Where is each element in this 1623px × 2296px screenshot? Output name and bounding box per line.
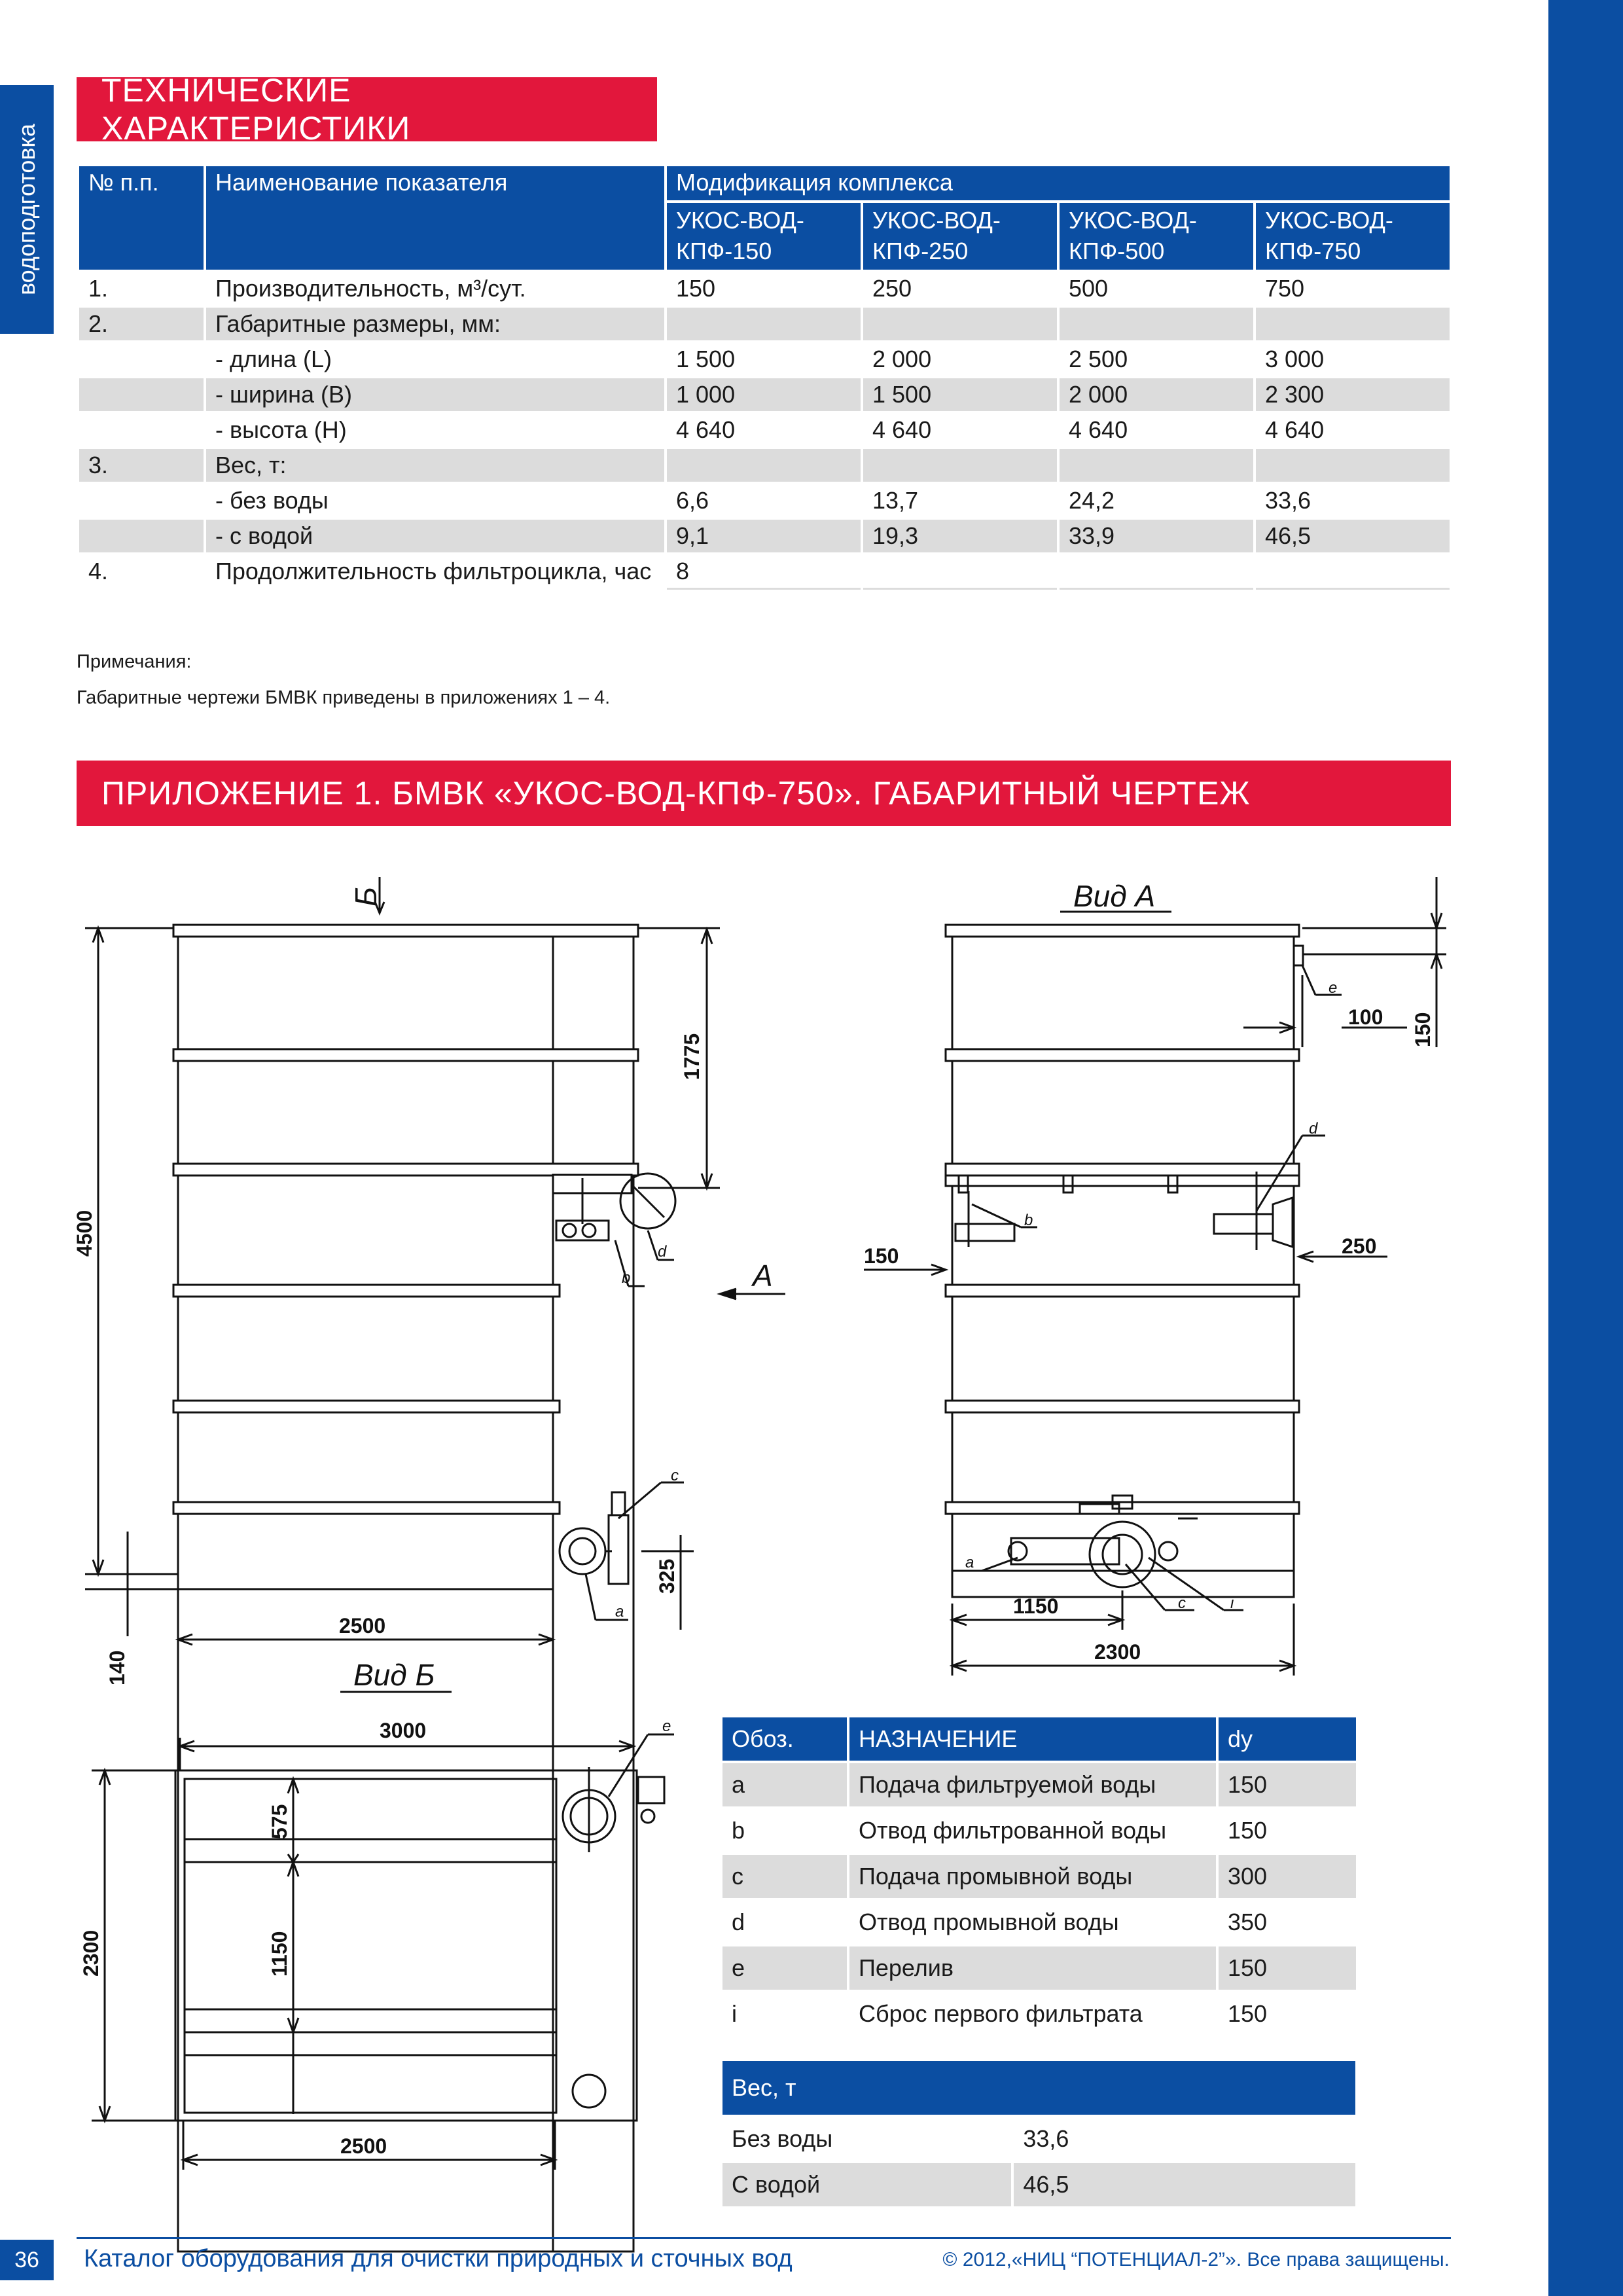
page-number: 36	[0, 2240, 54, 2280]
weight-table	[720, 2058, 1358, 2209]
spec-row-value: 500	[1069, 274, 1109, 302]
legend-row	[722, 1992, 1356, 2036]
legend-dy: 150	[1228, 2000, 1268, 2027]
spec-row-value: 250	[872, 274, 912, 302]
dim-2500-plan: 2500	[340, 2134, 387, 2158]
header-model: УКОС-ВОД-КПФ-750	[1256, 203, 1450, 270]
spec-row-value: 750	[1265, 274, 1305, 302]
weight-row	[722, 2117, 1355, 2161]
label-e-plan: e	[662, 1717, 671, 1735]
legend-row	[722, 1763, 1356, 1806]
weight-value: 46,5	[1014, 2163, 1355, 2206]
footer-copyright: © 2012,«НИЦ “ПОТЕНЦИАЛ-2”». Все права защищены.	[942, 2249, 1450, 2270]
legend-row	[722, 1946, 1356, 1990]
spec-row-name: - длина (L)	[215, 345, 332, 372]
legend-row	[722, 1809, 1356, 1852]
spec-row-name: Габаритные размеры, мм:	[206, 308, 664, 340]
dim-2500: 2500	[339, 1614, 386, 1638]
legend-purpose: Перелив	[849, 1946, 1216, 1990]
spec-row-value: 2 500	[1069, 345, 1128, 372]
label-i: i	[1230, 1594, 1234, 1612]
spec-row-value: 24,2	[1069, 486, 1115, 514]
spec-row-value: 4 640	[872, 416, 932, 443]
spec-row-value: 33,9	[1060, 520, 1253, 552]
legend-dy: 350	[1228, 1909, 1268, 1935]
spec-row-value: 1 500	[676, 345, 736, 372]
footer-catalog-title: Каталог оборудования для очистки природных и сточных вод	[84, 2245, 793, 2272]
dim-1775: 1775	[680, 1033, 704, 1080]
side-view-a	[864, 877, 1446, 1676]
spec-row-value: 4 640	[1069, 416, 1128, 443]
spec-row-name: - высота (H)	[215, 416, 347, 443]
dim-2300-plan: 2300	[79, 1929, 103, 1977]
label-b-view-a: b	[1024, 1211, 1033, 1229]
notes-title: Примечания:	[77, 651, 192, 672]
dim-325: 325	[655, 1558, 679, 1594]
front-view	[85, 877, 785, 2251]
label-d: d	[658, 1243, 667, 1261]
spec-row-name: Производительность, м³/сут.	[215, 274, 526, 302]
spec-row-name: - с водой	[206, 520, 664, 552]
legend-row	[722, 1855, 1356, 1898]
view-b-title: Вид Б	[353, 1658, 435, 1692]
notes-text: Габаритные чертежи БМВК приведены в приложениях 1 – 4.	[77, 687, 611, 708]
header-model: УКОС-ВОД-КПФ-150	[667, 203, 861, 270]
legend-purpose: Отвод промывной воды	[859, 1909, 1119, 1935]
legend-header-dy: dy	[1219, 1717, 1356, 1761]
spec-row-name: Вес, т:	[206, 449, 664, 482]
spec-row-value: 1 500	[863, 378, 1057, 411]
spec-row-value: 2 300	[1256, 378, 1450, 411]
weight-header: Вес, т	[722, 2061, 1355, 2115]
legend-header-purpose: НАЗНАЧЕНИЕ	[849, 1717, 1216, 1761]
spec-row-num: 2.	[79, 308, 204, 340]
spec-row-value: 150	[676, 274, 716, 302]
spec-row-value: 2 000	[872, 345, 932, 372]
dim-575: 575	[268, 1804, 291, 1839]
section-title-drawing: ПРИЛОЖЕНИЕ 1. БМВК «УКОС-ВОД-КПФ-750». ГАБАРИТНЫЙ ЧЕРТЕЖ	[77, 761, 1451, 826]
label-c-view-a: c	[1178, 1594, 1186, 1612]
weight-value: 33,6	[1023, 2125, 1069, 2152]
legend-code: c	[722, 1855, 847, 1898]
legend-code: e	[722, 1946, 847, 1990]
spec-row-value: 6,6	[676, 486, 709, 514]
view-a-title: Вид А	[1073, 879, 1156, 913]
legend-purpose: Подача фильтруемой воды	[849, 1763, 1216, 1806]
legend-dy: 150	[1219, 1763, 1356, 1806]
dim-250: 250	[1342, 1234, 1377, 1258]
spec-row-value: 46,5	[1256, 520, 1450, 552]
legend-row	[722, 1901, 1356, 1944]
label-a-view-a: a	[965, 1554, 974, 1571]
label-e: e	[1329, 979, 1338, 997]
legend-code: d	[732, 1909, 745, 1935]
spec-row-name: - ширина (B)	[206, 378, 664, 411]
legend-purpose: Отвод фильтрованной воды	[859, 1817, 1167, 1844]
spec-row-name: - без воды	[215, 486, 329, 514]
header-modification: Модификация комплекса	[667, 166, 1450, 200]
legend-dy: 150	[1228, 1817, 1268, 1844]
spec-row-name: Продолжительность фильтроцикла, час	[215, 557, 652, 584]
label-c: c	[671, 1467, 679, 1484]
legend-code: i	[732, 2000, 737, 2027]
legend-dy: 150	[1219, 1946, 1356, 1990]
dim-1150: 1150	[1013, 1594, 1059, 1618]
side-tab-label: водоподготовка	[13, 123, 40, 296]
header-model: УКОС-ВОД-КПФ-250	[863, 203, 1057, 270]
dim-1150-plan: 1150	[268, 1931, 291, 1977]
dim-2300: 2300	[1094, 1640, 1141, 1664]
spec-row-value: 8	[667, 555, 861, 590]
spec-row-value: 4 640	[1265, 416, 1325, 443]
spec-row-value: 33,6	[1265, 486, 1311, 514]
section-title-specs: ТЕХНИЧЕСКИЕ ХАРАКТЕРИСТИКИ	[77, 77, 657, 141]
label-d-view-a: d	[1309, 1120, 1318, 1138]
dim-140: 140	[105, 1650, 129, 1685]
spec-row-value: 2 000	[1060, 378, 1253, 411]
dim-150-a: 150	[864, 1244, 899, 1268]
legend-table	[720, 1715, 1359, 2038]
legend-code: b	[732, 1817, 745, 1844]
weight-label: Без воды	[732, 2125, 833, 2152]
spec-row-value: 19,3	[863, 520, 1057, 552]
label-a: a	[615, 1603, 624, 1621]
dim-150-b: 150	[1411, 1012, 1435, 1047]
header-num: № п.п.	[79, 166, 204, 270]
legend-purpose: Сброс первого фильтрата	[859, 2000, 1143, 2027]
spec-row-value: 3 000	[1265, 345, 1325, 372]
view-a-arrow-label: А	[753, 1259, 773, 1293]
weight-row	[722, 2163, 1355, 2206]
spec-row-value: 4 640	[676, 416, 736, 443]
weight-label: С водой	[722, 2163, 1011, 2206]
view-b-arrow-label: Б	[349, 887, 383, 906]
spec-row-num: 4.	[88, 557, 109, 584]
legend-header-code: Обоз.	[722, 1717, 847, 1761]
dim-100: 100	[1348, 1005, 1383, 1029]
dim-3000: 3000	[380, 1719, 427, 1742]
spec-row-value: 13,7	[872, 486, 919, 514]
header-name: Наименование показателя	[206, 166, 664, 270]
legend-dy: 300	[1219, 1855, 1356, 1898]
spec-row-value: 9,1	[667, 520, 861, 552]
legend-code: a	[722, 1763, 847, 1806]
spec-row-value: 1 000	[667, 378, 861, 411]
spec-row-num: 1.	[88, 274, 109, 302]
footer-line	[77, 2237, 1451, 2239]
header-model: УКОС-ВОД-КПФ-500	[1060, 203, 1253, 270]
spec-row-num: 3.	[79, 449, 204, 482]
label-b: b	[622, 1269, 631, 1287]
dim-4500: 4500	[73, 1210, 96, 1257]
legend-purpose: Подача промывной воды	[849, 1855, 1216, 1898]
